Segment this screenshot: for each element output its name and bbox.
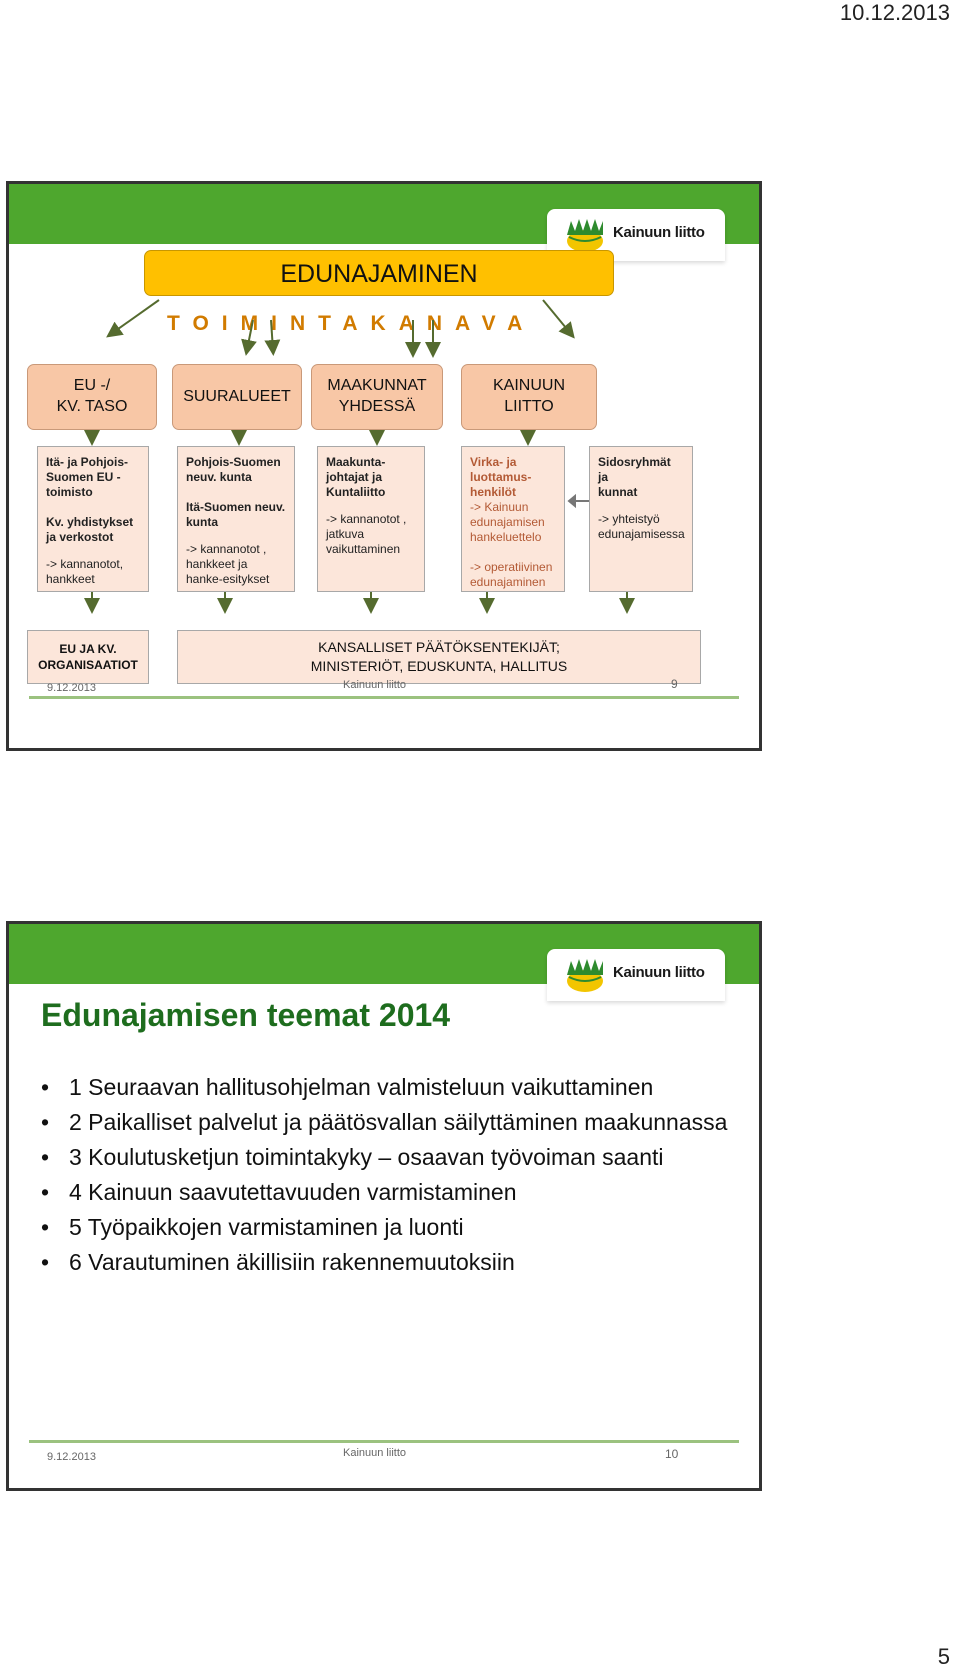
detail-heading: Virka- ja luottamus- henkilöt [470, 455, 532, 499]
detail-text: -> kannanotot, hankkeet [46, 557, 124, 586]
list-item: • 5 Työpaikkojen varmistaminen ja luonti [39, 1212, 739, 1242]
slide-edunajamisen-teemat [6, 921, 762, 1491]
toimintakanava-label: TOIMINTAKANAVA [167, 312, 536, 335]
level-suuralueet: SUURALUEET [172, 364, 302, 430]
footer-org: Kainuun liitto [343, 679, 406, 691]
logo-text: Kainuun liitto [613, 224, 705, 241]
detail-heading: Maakunta- johtajat ja Kuntaliitto [326, 455, 386, 499]
detail-heading: Sidosryhmät ja kunnat [598, 455, 671, 499]
list-item: • 6 Varautuminen äkillisiin rakennemuutoksiin [39, 1247, 739, 1277]
footer-page: 10 [665, 1447, 679, 1461]
level-maakunnat-yhdessa: MAAKUNNAT YHDESSÄ [311, 364, 443, 430]
detail-text: -> yhteistyö edunajamisessa [598, 512, 685, 541]
detail-text: -> Kainuun edunajamisen hankeluettelo -> operatiivinen edunajaminen [470, 500, 553, 589]
theme-list [39, 1072, 739, 1282]
detail-virka-luottamushenkilot [461, 446, 565, 592]
footer-page: 9 [671, 677, 678, 691]
slide-title: Edunajamisen teemat 2014 [41, 997, 451, 1033]
page-number: 5 [937, 1644, 950, 1669]
list-item: • 4 Kainuun saavutettavuuden varmistaminen [39, 1177, 739, 1207]
list-item: • 3 Koulutusketjun toimintakyky – osaavan työvoiman saanti [39, 1142, 739, 1172]
detail-text: -> kannanotot , jatkuva vaikuttaminen [326, 512, 407, 556]
kansalliset-paatoksentekijat-box: KANSALLISET PÄÄTÖKSENTEKIJÄT; MINISTERIÖT, EDUSKUNTA, HALLITUS [177, 630, 701, 684]
detail-text: -> kannanotot , hankkeet ja hanke-esitykset [186, 542, 270, 586]
list-item: • 1 Seuraavan hallitusohjelman valmisteluun vaikuttaminen [39, 1072, 739, 1102]
detail-sidosryhmat [589, 446, 693, 592]
detail-eu-organisations [37, 446, 149, 592]
logo-text: Kainuun liitto [613, 964, 705, 981]
detail-heading: Itä- ja Pohjois- Suomen EU - toimisto Kv. yhdistykset ja verkostot [46, 455, 134, 544]
footer-divider [29, 696, 739, 699]
detail-maakuntajohtajat [317, 446, 425, 592]
eu-organisaatiot-box: EU JA KV. ORGANISAATIOT [27, 630, 149, 684]
level-kainuun-liitto: KAINUUN LIITTO [461, 364, 597, 430]
page-date: 10.12.2013 [839, 0, 950, 25]
footer-date: 9.12.2013 [47, 1451, 96, 1463]
footer-date: 9.12.2013 [47, 682, 96, 694]
crown-logo-icon [565, 957, 605, 993]
footer-divider [29, 1440, 739, 1443]
level-eu-kv-taso: EU -/ KV. TASO [27, 364, 157, 430]
footer-org: Kainuun liitto [343, 1447, 406, 1459]
detail-heading: Pohjois-Suomen neuv. kunta Itä-Suomen neuv. kunta [186, 455, 286, 529]
slide-title: EDUNAJAMINEN [144, 250, 614, 296]
list-item: • 2 Paikalliset palvelut ja päätösvallan säilyttäminen maakunnassa [39, 1107, 739, 1137]
detail-neuvottelukunnat [177, 446, 295, 592]
kainuun-liitto-logo [547, 949, 725, 1001]
slide-edunajaminen [6, 181, 762, 751]
